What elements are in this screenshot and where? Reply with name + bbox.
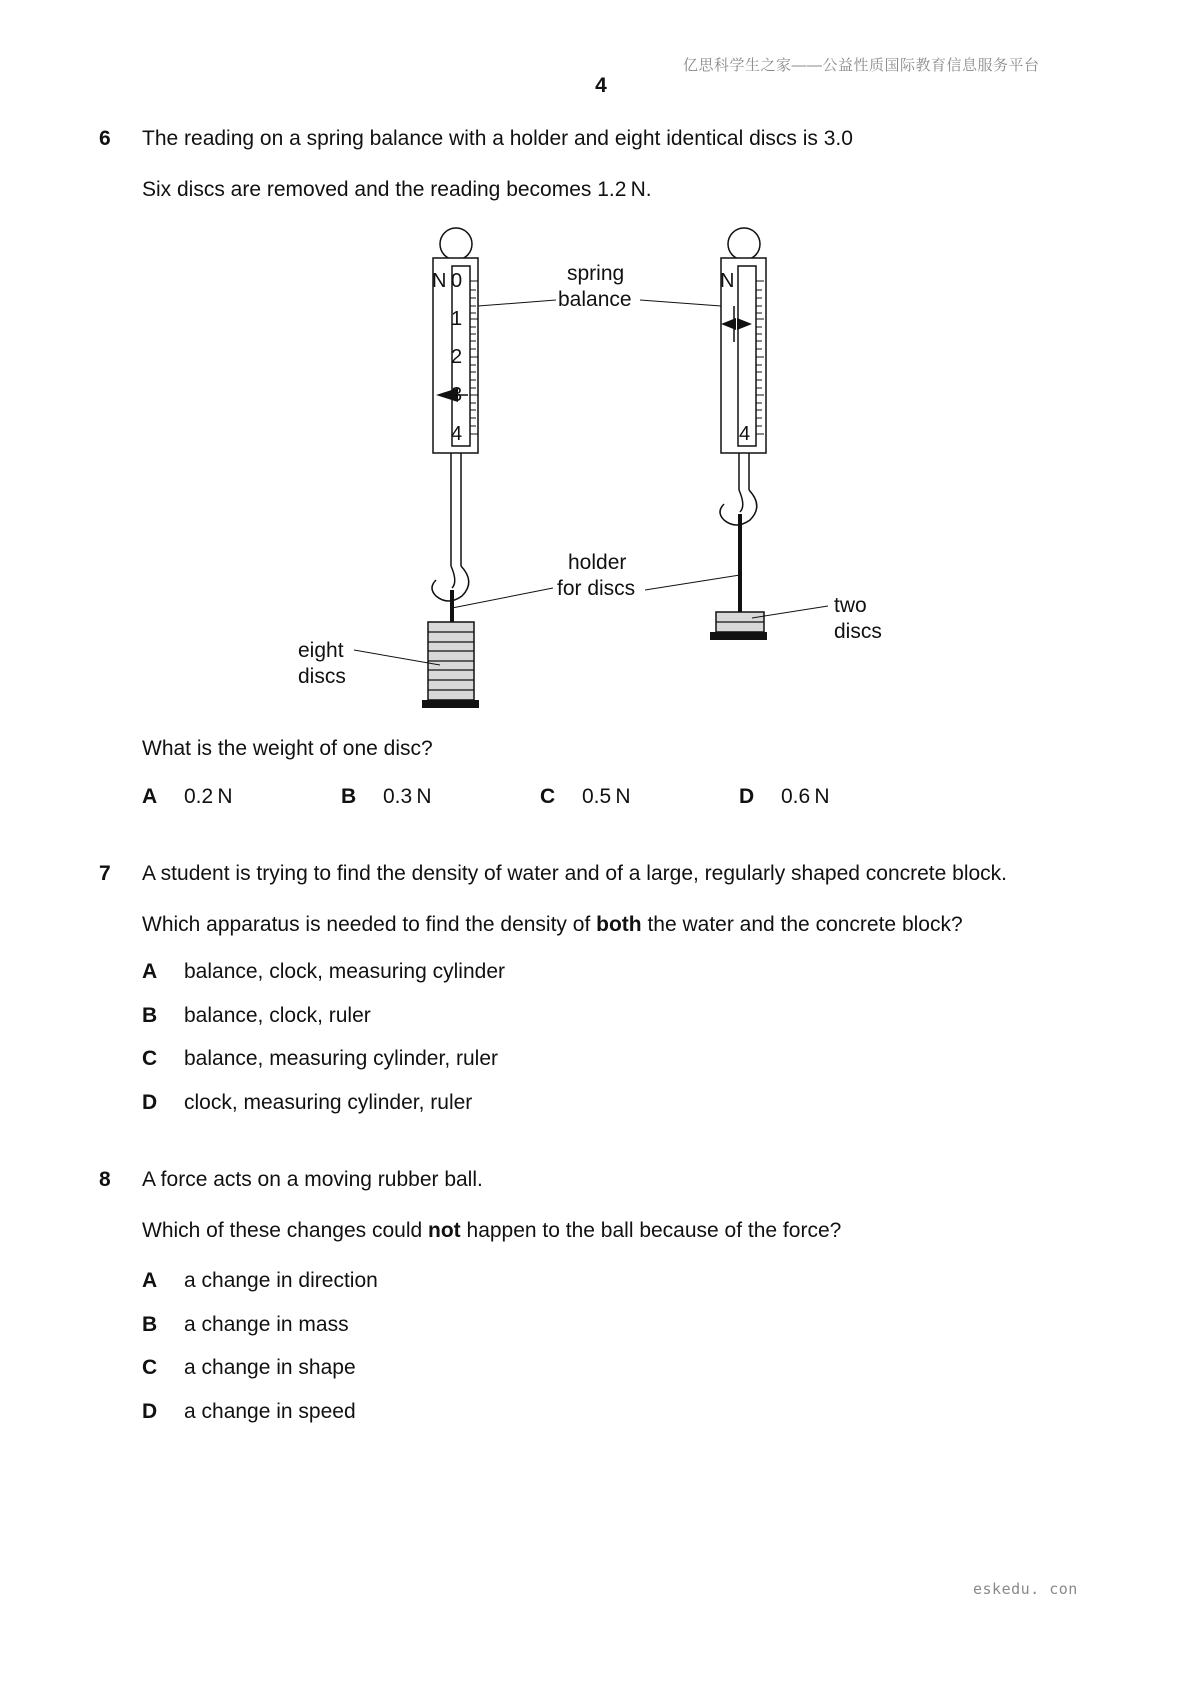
right-scale-tick-4: 4 <box>739 423 751 445</box>
question-7-option-c[interactable]: balance, measuring cylinder, ruler <box>184 1047 498 1070</box>
question-7-option-c-letter: C <box>142 1047 158 1070</box>
question-7-option-b[interactable]: balance, clock, ruler <box>184 1004 371 1027</box>
label-eight: eight <box>298 639 344 662</box>
left-scale-tick-3: 3 <box>451 384 463 406</box>
question-7-option-a-letter: A <box>142 960 158 983</box>
question-7-prompt-before: Which apparatus is needed to find the density of <box>142 913 591 936</box>
question-6-option-a-letter: A <box>142 785 158 808</box>
question-6-option-c[interactable]: 0.5 N <box>582 785 631 808</box>
question-8-option-a-letter: A <box>142 1269 158 1292</box>
question-8-prompt-before: Which of these changes could <box>142 1219 423 1242</box>
question-7-option-b-letter: B <box>142 1004 158 1027</box>
question-6-stem-line1: The reading on a spring balance with a holder and eight identical discs is 3.0 <box>142 127 853 150</box>
question-8-option-d-letter: D <box>142 1400 158 1423</box>
page-number: 4 <box>595 74 607 97</box>
question-8-option-b-letter: B <box>142 1313 158 1336</box>
question-6-stem-line2: Six discs are removed and the reading becomes 1.2 N. <box>142 178 652 201</box>
question-6-number: 6 <box>99 127 111 150</box>
question-7-prompt-emphasis: both <box>596 913 642 936</box>
question-6-option-a[interactable]: 0.2 N <box>184 785 233 808</box>
left-scale-tick-0: 0 <box>451 270 463 292</box>
question-8-option-b[interactable]: a change in mass <box>184 1313 349 1336</box>
left-scale-unit: N <box>432 270 447 292</box>
question-7-option-a[interactable]: balance, clock, measuring cylinder <box>184 960 505 983</box>
question-7-option-d[interactable]: clock, measuring cylinder, ruler <box>184 1091 473 1114</box>
label-two-discs: discs <box>834 620 882 643</box>
left-scale-tick-2: 2 <box>451 346 463 368</box>
label-for-discs: for discs <box>557 577 636 600</box>
question-8-option-c-letter: C <box>142 1356 158 1379</box>
question-8-option-c[interactable]: a change in shape <box>184 1356 356 1379</box>
question-7-prompt <box>142 913 963 937</box>
question-7-stem: A student is trying to find the density of water and of a large, regularly shaped concrete block. <box>142 862 1007 885</box>
left-spring-balance <box>422 228 479 708</box>
left-scale-tick-1: 1 <box>451 308 463 330</box>
question-6-option-b-letter: B <box>341 785 357 808</box>
question-6-option-c-letter: C <box>540 785 556 808</box>
question-7-prompt-after: the water and the concrete block? <box>647 913 963 936</box>
question-7-number: 7 <box>99 862 111 885</box>
question-8-prompt <box>142 1219 841 1243</box>
footer-site-text: eskedu. con <box>973 1580 1078 1598</box>
spring-balance-diagram <box>0 0 1190 740</box>
question-8-option-a[interactable]: a change in direction <box>184 1269 378 1292</box>
question-8-option-d[interactable]: a change in speed <box>184 1400 356 1423</box>
header-source-text: 亿思科学生之家——公益性质国际教育信息服务平台 <box>683 57 1040 74</box>
question-6-option-b[interactable]: 0.3 N <box>383 785 432 808</box>
question-6-option-d-letter: D <box>739 785 755 808</box>
label-two: two <box>834 594 867 617</box>
question-7-option-d-letter: D <box>142 1091 158 1114</box>
right-scale-unit: N <box>720 270 735 292</box>
question-6-option-d[interactable]: 0.6 N <box>781 785 830 808</box>
question-8-prompt-after: happen to the ball because of the force? <box>466 1219 842 1242</box>
label-holder: holder <box>568 551 627 574</box>
question-8-number: 8 <box>99 1168 111 1191</box>
left-scale-tick-4: 4 <box>451 423 463 445</box>
question-8-stem: A force acts on a moving rubber ball. <box>142 1168 483 1191</box>
question-8-prompt-emphasis: not <box>428 1219 461 1242</box>
label-spring: spring <box>567 262 625 285</box>
label-eight-discs: discs <box>298 665 346 688</box>
question-6-prompt: What is the weight of one disc? <box>142 737 433 760</box>
label-balance: balance <box>558 288 632 311</box>
